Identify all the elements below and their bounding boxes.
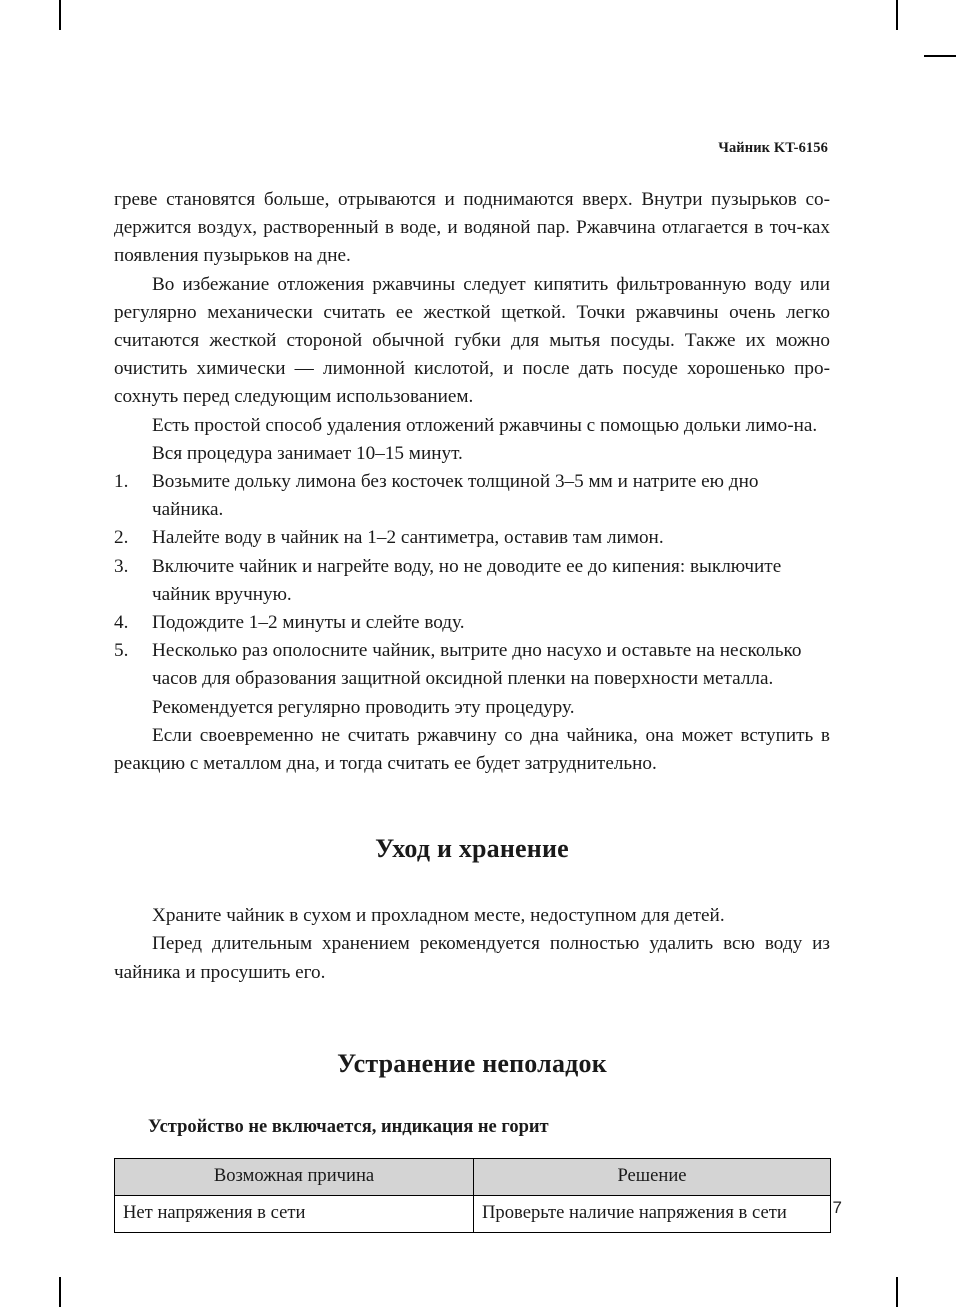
list-item (114, 609, 830, 637)
list-item (114, 524, 830, 552)
list-item (114, 468, 830, 524)
subheading-device-not-turning-on: Устройство не включается, индикация не горит (148, 1116, 549, 1137)
list-item (114, 553, 830, 609)
table-cell-solution: Проверьте наличие напряжения в сети (474, 1195, 831, 1232)
spacer-before-care-heading (114, 778, 830, 834)
table-column-header-solution: Решение (474, 1158, 831, 1195)
table-head (115, 1158, 831, 1195)
list-item (114, 637, 830, 722)
paragraph-long-term-storage: Перед длительным хранением рекомендуется полностью удалить всю воду из чайника и просушить его. (114, 933, 830, 983)
step-number: 4. (114, 612, 129, 634)
step-text: Возьмите дольку лимона без косточек толщиной 3–5 мм и натрите ею дно чайника. (152, 471, 759, 521)
step-number: 2. (114, 527, 129, 549)
step-number: 3. (114, 555, 129, 577)
step-number: 1. (114, 471, 129, 493)
procedure-step-list (114, 468, 830, 722)
paragraph-lemon-method: Есть простой способ удаления отложений ржавчины с помощью дольки лимо-на. (152, 414, 818, 436)
paragraph-procedure-duration: Вся процедура занимает 10–15 минут. (152, 442, 463, 464)
step-text: Несколько раз ополосните чайник, вытрите дно насухо и оставьте на несколько часов для образования защитной оксидной пленки на поверхности металла. Рекомендуется регулярно проводить эту процедуру. (152, 640, 802, 718)
troubleshooting-table (114, 1158, 831, 1233)
heading-care-and-storage: Уход и хранение (375, 834, 569, 864)
paragraph-storage-location: Храните чайник в сухом и прохладном месте, недоступном для детей. (152, 905, 725, 927)
step-text: Налейте воду в чайник на 1–2 сантиметра, оставив там лимон. (152, 527, 664, 549)
heading-troubleshooting: Устранение неполадок (337, 1048, 607, 1078)
step-text: Включите чайник и нагрейте воду, но не доводите ее до кипения: выключите чайник вручную. (152, 555, 782, 605)
table-column-header-cause: Возможная причина (115, 1158, 474, 1195)
paragraph-rust-warning: Если своевременно не считать ржавчину со дна чайника, она может вступить в реакцию с металлом дна, и тогда считать ее будет затруднительно. (114, 724, 830, 775)
spacer-after-care-heading (114, 864, 830, 902)
step-number: 5. (114, 640, 129, 662)
paragraph-rust-bubbles: греве становятся больше, отрываются и поднимаются вверх. Внутри пузырьков со-держится воздух, растворенный в воде, и водяной пар. Ржавчина отлагается в точ-ках появления пузырьков на дне. (114, 189, 830, 267)
spacer-before-troubleshooting-heading (114, 987, 830, 1049)
table-cell-cause: Нет напряжения в сети (115, 1195, 474, 1232)
running-head: Чайник KT-6156 (718, 140, 828, 156)
page-content (114, 186, 830, 1233)
spacer-after-troubleshooting-heading (114, 1079, 830, 1117)
step-text: Подождите 1–2 минуты и слейте воду. (152, 612, 465, 634)
paragraph-rust-prevention: Во избежание отложения ржавчины следует кипятить фильтрованную воду или регулярно механически считать ее жесткой щеткой. Точки ржавчины очень легко считаются жесткой стороной обычной губки для мытья посуды. Также их можно очистить химически — лимонной кислотой, и после дать посуде хорошенько про-сохнуть перед следующим использованием. (114, 273, 830, 408)
spacer-before-table (114, 1138, 830, 1158)
page-number: 7 (832, 1198, 842, 1217)
table-header-row (115, 1158, 831, 1195)
